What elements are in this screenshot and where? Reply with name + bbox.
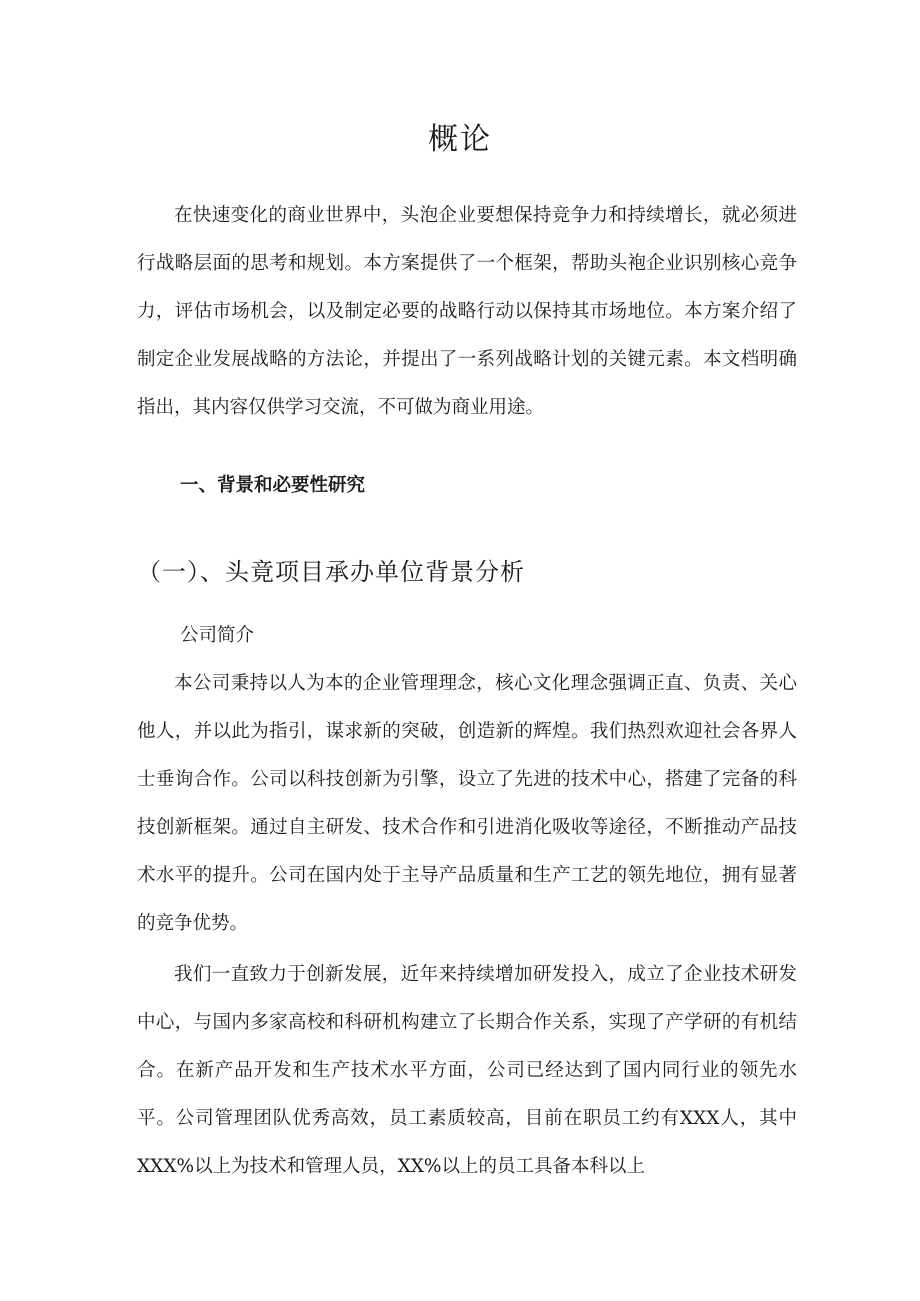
company-paragraph-1: 本公司秉持以人为本的企业管理理念，核心文化理念强调正直、负责、关心他人，并以此为指引，谋求新的突破，创造新的辉煌。我们热烈欢迎社会各界人士垂询合作。公司以科技创新为引擎，设立了先进的技术中心，搭建了完备的科技创新框架。通过自主研发、技术合作和引进消化吸收等途径，不断推动产品技术水平的提升。公司在国内处于主导产品质量和生产工艺的领先地位，拥有显著的竞争优势。 [137,673,797,934]
company-paragraph-2: 我们一直致力于创新发展，近年来持续增加研发投入，成立了企业技术研发中心，与国内多家高校和科研机构建立了长期合作关系，实现了产学研的有机结合。在新产品开发和生产技术水平方面，公司已经达到了国内同行业的领先水平。公司管理团队优秀高效，员工素质较高，目前在职员工约有XXX人，其中XXX%以上为技术和管理人员，XX%以上的员工具备本科以上 [137,964,797,1177]
intro-paragraph: 在快速变化的商业世界中，头泡企业要想保持竞争力和持续增长，就必须进行战略层面的思考和规划。本方案提供了一个框架，帮助头袍企业识别核心竞争力，评估市场机会，以及制定必要的战略行动以保持其市场地位。本方案介绍了制定企业发展战略的方法论，并提出了一系列战略计划的关键元素。本文档明确指出，其内容仅供学习交流，不可做为商业用途。 [137,205,797,418]
subsection-heading: （一）、头竟项目承办单位背景分析 [137,558,525,586]
document-title: 概论 [428,122,492,157]
section-heading: 一、背景和必要性研究 [180,475,366,496]
company-intro-heading: 公司简介 [180,625,255,646]
